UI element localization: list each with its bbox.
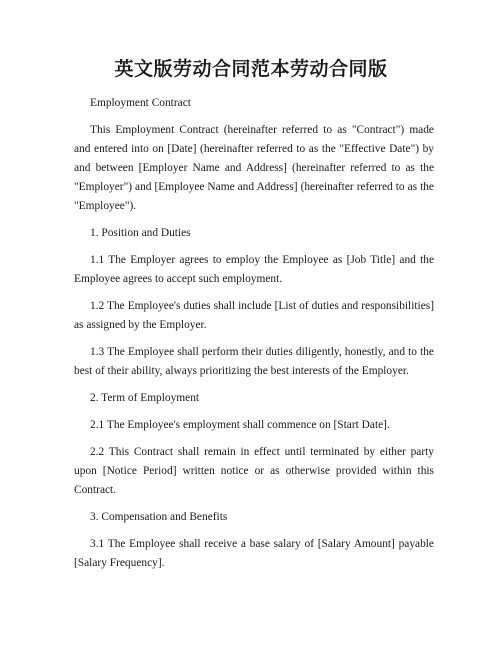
clause-1-1: 1.1 The Employer agrees to employ the Employee as [Job Title] and the Employee agrees to accept such employment. xyxy=(74,254,434,285)
clause-1-3: 1.3 The Employee shall perform their duties diligently, honestly, and to the best of their ability, always prioritizing the best interests of the Employer. xyxy=(74,346,434,377)
clause-2-2: 2.2 This Contract shall remain in effect until terminated by either party upon [Notice Period] written notice or as otherwise provided within this Contract. xyxy=(74,446,434,496)
section-heading-compensation: 3. Compensation and Benefits xyxy=(90,511,228,523)
section-heading-term: 2. Term of Employment xyxy=(90,392,200,404)
contract-heading: Employment Contract xyxy=(90,97,191,109)
clause-3-1: 3.1 The Employee shall receive a base salary of [Salary Amount] payable [Salary Frequency]. xyxy=(74,538,434,569)
section-heading-position-duties: 1. Position and Duties xyxy=(90,227,191,239)
document-title: 英文版劳动合同范本劳动合同版 xyxy=(114,58,388,80)
contract-preamble: This Employment Contract (hereinafter referred to as "Contract") made and entered into on [Date] (hereinafter referred to as the "Effective Date") by and between [Employer Name and Address] (hereinafter referred to as the "Employer") and [Employee Name and Address] (hereinafter referred to as the "Employee"). xyxy=(74,124,434,212)
document-body xyxy=(74,94,434,581)
clause-2-1: 2.1 The Employee's employment shall commence on [Start Date]. xyxy=(90,419,390,431)
clause-1-2: 1.2 The Employee's duties shall include [List of duties and responsibilities] as assigned by the Employer. xyxy=(74,300,434,331)
